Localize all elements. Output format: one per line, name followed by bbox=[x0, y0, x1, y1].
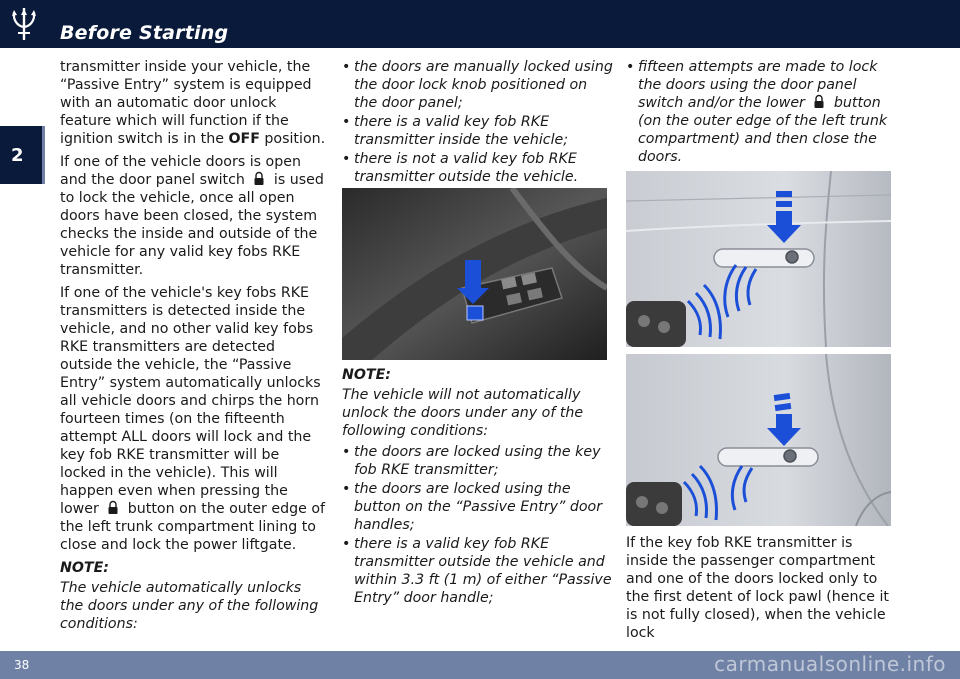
lock-icon bbox=[809, 94, 829, 109]
text-column-1 bbox=[60, 58, 328, 633]
text-column-2 bbox=[342, 58, 614, 187]
note-heading: NOTE: bbox=[342, 367, 391, 383]
chapter-tab bbox=[0, 126, 42, 184]
list-item: • there is a valid key fob RKE transmitter outside the vehicle and within 3.3 ft (1 m) of either “Passive Entry” door handle; bbox=[342, 535, 614, 607]
page-title: Before Starting bbox=[60, 22, 229, 44]
door-handle-lock-image bbox=[626, 171, 891, 347]
bullet-list bbox=[342, 58, 614, 186]
paragraph: transmitter inside your vehicle, the “Passive Entry” system is equipped with an automatic door unlock feature which will function if the ignition switch is in the OFF position. bbox=[60, 59, 326, 147]
list-item: • there is a valid key fob RKE transmitter inside the vehicle; bbox=[342, 113, 614, 149]
list-item: • fifteen attempts are made to lock the doors using the door panel switch and/or the lower button (on the outer edge of the left trunk compartment) and then close the doors. bbox=[626, 58, 896, 166]
list-item: • the doors are locked using the button on the “Passive Entry” door handles; bbox=[342, 480, 614, 534]
text-column-2-lower bbox=[342, 366, 614, 608]
note-text: The vehicle will not automatically unlock the doors under any of the following conditions: bbox=[342, 387, 584, 439]
list-item: • there is not a valid key fob RKE transmitter outside the vehicle. bbox=[342, 150, 614, 186]
bullet-list bbox=[342, 443, 614, 607]
off-label: OFF bbox=[228, 131, 260, 147]
paragraph: If the key fob RKE transmitter is inside the passenger compartment and one of the doors locked only to the first detent of lock pawl (hence it is not fully closed), when the vehicle lock bbox=[626, 535, 889, 641]
lock-icon bbox=[103, 500, 123, 515]
page-header bbox=[0, 0, 960, 48]
door-panel-switch-image bbox=[342, 188, 607, 360]
note-heading: NOTE: bbox=[60, 560, 109, 576]
text-column-3-lower bbox=[626, 534, 896, 647]
list-item: • the doors are locked using the key fob RKE transmitter; bbox=[342, 443, 614, 479]
bullet-list bbox=[626, 58, 896, 166]
paragraph: If one of the vehicle's key fobs RKE transmitters is detected inside the vehicle, and no other valid key fobs RKE transmitters are detected outside the vehicle, the “Passive Entry” system automatically unlocks all vehicle doors and chirps the horn fourteen times (on the fifteenth attempt ALL doors will lock and the key fob RKE transmitter will be locked in the vehicle). This will happen even when pressing the lower button on the outer edge of the left trunk compartment lining to close and lock the power liftgate. bbox=[60, 285, 326, 553]
text-column-3 bbox=[626, 58, 896, 167]
page-footer bbox=[0, 651, 960, 679]
chapter-number: 2 bbox=[11, 144, 24, 166]
paragraph: If one of the vehicle doors is open and the door panel switch is used to lock the vehicle, once all open doors have been closed, the system checks the inside and outside of the vehicle for any valid key fobs RKE transmitter. bbox=[60, 154, 324, 278]
trident-icon bbox=[8, 6, 40, 42]
watermark: carmanualsonline.info bbox=[714, 652, 946, 676]
lock-icon bbox=[249, 171, 269, 186]
door-handle-button-image bbox=[626, 354, 891, 526]
note-text: The vehicle automatically unlocks the doors under any of the following conditions: bbox=[60, 580, 319, 632]
page-number: 38 bbox=[14, 658, 30, 672]
list-item: • the doors are manually locked using the door lock knob positioned on the door panel; bbox=[342, 58, 614, 112]
